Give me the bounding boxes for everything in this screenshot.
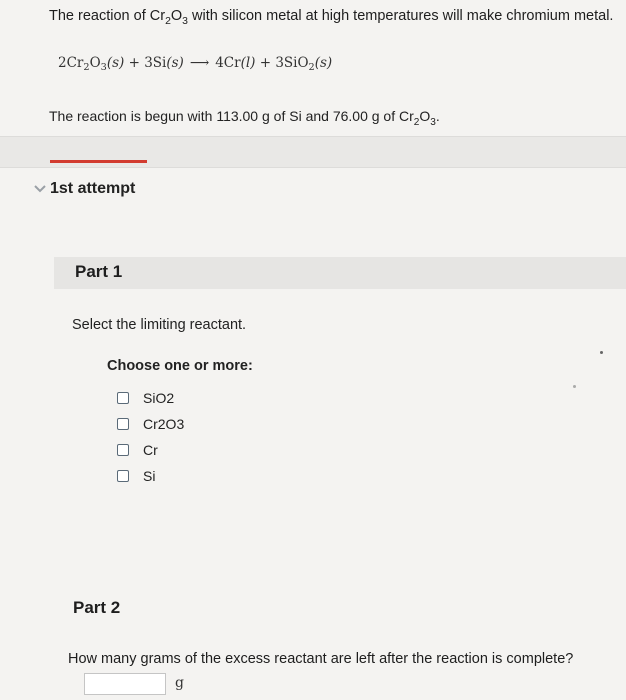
intro-text-start: The reaction of Cr: [49, 8, 166, 24]
attempt-tab-bar: [0, 136, 626, 168]
unit-label: g: [175, 675, 184, 691]
checkbox[interactable]: [117, 418, 129, 430]
eq-state: (s): [106, 55, 125, 71]
reaction-arrow-icon: ⟶: [189, 55, 210, 71]
eq-sub: 3: [100, 62, 107, 74]
eq-state: (s): [314, 55, 333, 71]
checkbox[interactable]: [117, 470, 129, 482]
eq-term-sio2: + 3SiO: [255, 55, 309, 71]
option-label: SiO2: [143, 390, 175, 406]
given-text: O: [419, 108, 431, 124]
intro-text-end: with silicon metal at high temperatures will make chromium metal.: [187, 8, 614, 24]
eq-term-si: + 3Si: [124, 55, 167, 71]
intro-sub-2: 3: [182, 15, 188, 27]
given-text: .: [435, 108, 440, 124]
part2-title: Part 2: [73, 598, 121, 617]
option-cr2o3[interactable]: [117, 411, 184, 437]
eq-sub: 2: [83, 62, 90, 74]
part2-question: How many grams of the excess reactant are left after the reaction is complete?: [68, 651, 574, 667]
cursor-mark: [600, 351, 603, 354]
option-label: Si: [143, 468, 156, 484]
eq-term-cr2o3: 2Cr: [58, 55, 84, 71]
attempt-toggle[interactable]: [34, 180, 135, 198]
option-label: Cr2O3: [143, 416, 185, 432]
active-tab-indicator: [50, 160, 147, 163]
given-sub: 3: [430, 116, 436, 128]
excess-grams-input[interactable]: [84, 673, 166, 695]
part1-prompt: Select the limiting reactant.: [72, 317, 247, 333]
given-quantities: [49, 108, 440, 128]
chemical-equation: [58, 55, 333, 74]
eq-term-o: O: [89, 55, 101, 71]
given-text: The reaction is begun with 113.00 g of Si and 76.00 g of Cr: [49, 108, 414, 124]
option-sio2[interactable]: [117, 385, 184, 411]
eq-state: (l): [240, 55, 256, 71]
option-si[interactable]: [117, 463, 184, 489]
part1-title: Part 1: [75, 262, 123, 281]
intro-sub-1: 2: [165, 15, 171, 27]
given-sub: 2: [413, 116, 420, 128]
chevron-down-icon: [34, 180, 48, 198]
problem-intro: [49, 8, 614, 27]
eq-sub: 2: [308, 62, 315, 74]
attempt-label: 1st attempt: [50, 180, 136, 197]
option-label: Cr: [143, 442, 158, 458]
option-cr[interactable]: [117, 437, 184, 463]
choose-label: Choose one or more:: [107, 358, 253, 374]
answer-options: [117, 385, 184, 489]
part1-header: [54, 257, 626, 289]
checkbox[interactable]: [117, 392, 129, 404]
eq-state: (s): [166, 55, 184, 71]
speck: [573, 385, 576, 388]
checkbox[interactable]: [117, 444, 129, 456]
eq-term-cr: 4Cr: [215, 55, 241, 71]
intro-text-mid: O: [170, 8, 183, 24]
